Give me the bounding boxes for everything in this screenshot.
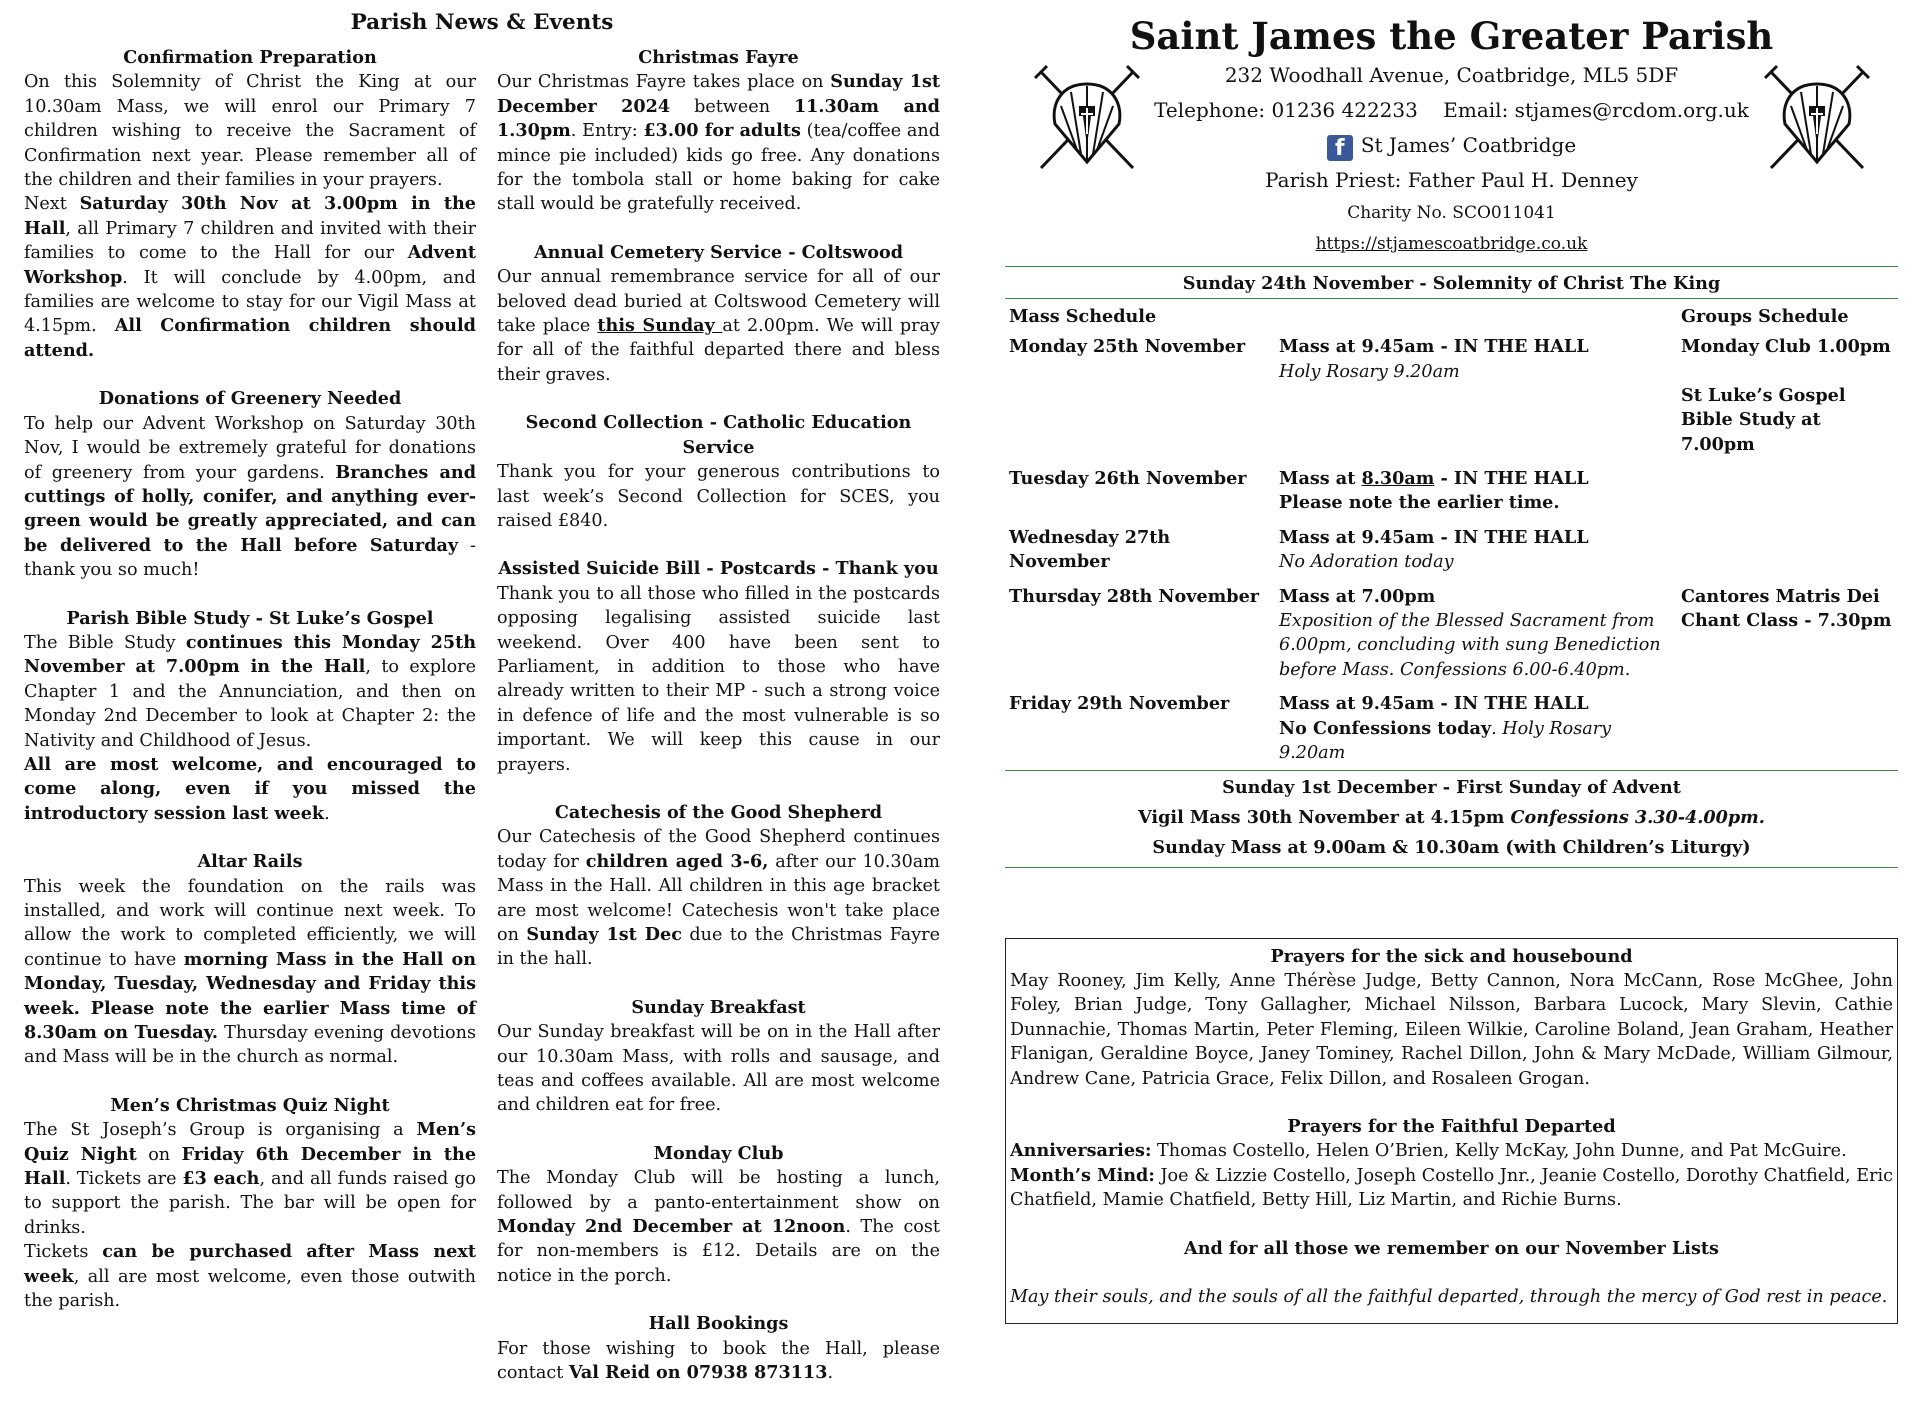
crest-right-icon	[1763, 64, 1871, 176]
parish-priest: Parish Priest: Father Paul H. Denney	[1265, 168, 1638, 192]
article-altar-rails	[24, 850, 476, 1070]
facebook-icon: f	[1327, 135, 1353, 161]
article-title: Annual Cemetery Service - Coltswood	[533, 241, 904, 263]
departed-title: Prayers for the Faithful Departed	[1287, 1115, 1616, 1137]
sunday-title: Sunday 24th November - Solemnity of Christ The King	[1182, 273, 1721, 294]
article-sunday-breakfast	[497, 996, 940, 1118]
article-donations-of-greenery-needed	[24, 387, 476, 582]
advent-title: Sunday 1st December - First Sunday of Advent	[1222, 776, 1681, 798]
sick-names: May Rooney, Jim Kelly, Anne Thérèse Judge, Betty Cannon, Nora McCann, Rose McGhee, John Foley, Brian Judge, Tony Gallagher, Michael Nilsson, Barbara Lucock, Mary Slevin, Cathie Dunnachie, Thomas Martin, Peter Fleming, Eileen Wilkie, Caroline Boland, Jean Graham, Heather Flanigan, Geraldine Boyce, Janey Tominey, Rachel Dillon, John & Mary McDade, William Gilmour, Andrew Cane, Patricia Grace, Felix Dillon, and Rosaleen Grogan.	[1010, 970, 1893, 1089]
article-hall-bookings	[497, 1312, 940, 1385]
schedule-row: Wednesday 27th November Mass at 9.45am - IN THE HALL No Adoration today	[1009, 526, 1589, 573]
article-title: Second Collection - Catholic Education Service	[525, 412, 912, 458]
facebook-name: St James’ Coatbridge	[1360, 133, 1577, 157]
article-title: Altar Rails	[197, 851, 303, 873]
article-catechesis-of-the-good-shepherd	[497, 801, 940, 972]
article-paragraph: All are most welcome, and encouraged to come along, even if you missed the introductory session last week.	[24, 753, 476, 824]
article-title: Donations of Greenery Needed	[98, 388, 402, 410]
article-paragraph: Our annual remembrance service for all of our beloved dead buried at Coltswood Cemetery will take place this Sunday at 2.00pm. We will pray for all of the faithful departed there and bless their graves.	[497, 267, 940, 385]
article-paragraph: To help our Advent Workshop on Saturday 30th Nov, I would be extremely grateful for donations of greenery from your gardens. Branches and cuttings of holly, conifer, and anything ever-green would be greatly appreciated, and can be delivered to the Hall before Saturday - thank you so much!	[24, 413, 476, 581]
article-paragraph: The St Joseph’s Group is organising a Men’s Quiz Night on Friday 6th December in the Hall. Tickets are £3 each, and all funds raised go to support the parish. The bar will be open for drinks.	[24, 1119, 477, 1238]
mass-schedule-header: Mass Schedule	[1009, 306, 1157, 327]
news-column-left	[24, 46, 476, 1338]
parish-email[interactable]: Email: stjames@rcdom.org.uk	[1443, 98, 1749, 122]
parish-telephone: Telephone: 01236 422233	[1154, 98, 1418, 122]
article-christmas-fayre	[497, 46, 940, 217]
article-paragraph: On this Solemnity of Christ the King at our 10.30am Mass, we will enrol our Primary 7 children wishing to receive the Sacrament of Confirmation next year. Please remember all of the children and their families in your prayers.	[24, 72, 476, 191]
article-assisted-suicide-bill-postcards-thank-you	[497, 557, 940, 777]
article-title: Catechesis of the Good Shepherd	[554, 801, 883, 823]
article-paragraph: For those wishing to book the Hall, please contact Val Reid on 07938 873113.	[497, 1338, 940, 1384]
prayers-box	[1005, 938, 1898, 1325]
article-paragraph: The Monday Club will be hosting a lunch, followed by a panto-entertainment show on Monday 2nd December at 12noon. The cost for non-members is £12. Details are on the notice in the porch.	[497, 1168, 940, 1286]
parish-address: 232 Woodhall Avenue, Coatbridge, ML5 5DF	[1224, 63, 1679, 87]
schedule-row: Thursday 28th November Mass at 7.00pm Exposition of the Blessed Sacrament from 6.00pm, concluding with sung Benediction before Mass. Confessions 6.00-6.40pm. Cantores Matris Dei Chant Class - 7.30pm	[1009, 585, 1892, 680]
months-mind: Month’s Mind: Joe & Lizzie Costello, Joseph Costello Jnr., Jeanie Costello, Dorothy Chatfield, Eric Chatfield, Mamie Chatfield, Betty Hill, Liz Martin, and Richie Burns.	[1010, 1164, 1893, 1211]
charity-number: Charity No. SCO011041	[1347, 203, 1556, 223]
article-title: Men’s Christmas Quiz Night	[110, 1094, 390, 1116]
news-column-middle	[497, 46, 940, 1410]
november-lists: And for all those we remember on our November Lists	[1184, 1237, 1719, 1259]
schedule-row: Tuesday 26th November Mass at 8.30am - IN THE HALL Please note the earlier time.	[1009, 468, 1589, 514]
article-paragraph: Next Saturday 30th Nov at 3.00pm in the Hall, all Primary 7 children and invited with their families to come to the Hall for our Advent Workshop. It will conclude by 4.00pm, and families are welcome to stay for our Vigil Mass at 4.15pm. All Confirmation children should attend.	[24, 193, 476, 361]
article-paragraph: Our Christmas Fayre takes place on Sunday 1st December 2024 between 11.30am and 1.30pm. Entry: £3.00 for adults (tea/coffee and mince pie included) kids go free. Any donations for the tombola stall or home baking for cake stall would be gratefully received.	[497, 71, 940, 215]
sick-title: Prayers for the sick and housebound	[1270, 945, 1633, 967]
parish-column	[1005, 10, 1898, 1324]
mass-schedule-table	[1005, 299, 1898, 766]
article-title: Parish Bible Study - St Luke’s Gospel	[66, 607, 434, 629]
article-paragraph: Our Catechesis of the Good Shepherd continues today for children aged 3-6, after our 10.30am Mass in the Hall. All children in this age bracket are most welcome! Catechesis won't take place on Sunday 1st Dec due to the Christmas Fayre in the hall.	[497, 827, 940, 970]
article-paragraph: Tickets can be purchased after Mass next week, all are most welcome, even those outwith the parish.	[24, 1241, 476, 1312]
anniversaries: Anniversaries: Thomas Costello, Helen O’Brien, Kelly McKay, John Dunne, and Pat McGuire.	[1010, 1140, 1847, 1162]
article-paragraph: This week the foundation on the rails was installed, and work will continue next week. To allow the work to completed efficiently, we will continue to have morning Mass in the Hall on Monday, Tuesday, Wednesday and Friday this week. Please note the earlier Mass time of 8.30am on Tuesday. Thursday evening devotions and Mass will be in the church as normal.	[24, 876, 476, 1068]
article-annual-cemetery-service-coltswood	[497, 241, 940, 387]
article-second-collection-catholic-education-service	[497, 411, 940, 533]
advent-notice	[1005, 771, 1898, 867]
parish-title: Saint James the Greater Parish	[1129, 14, 1774, 58]
groups-schedule-header: Groups Schedule	[1681, 306, 1849, 327]
article-parish-bible-study-st-luke-s-gospel	[24, 607, 476, 827]
schedule-row: Friday 29th November Mass at 9.45am - IN THE HALL No Confessions today. Holy Rosary 9.20am	[1009, 693, 1612, 764]
article-confirmation-preparation	[24, 46, 476, 363]
article-title: Confirmation Preparation	[123, 47, 377, 68]
article-title: Hall Bookings	[648, 1313, 789, 1335]
sunday-mass: Sunday Mass at 9.00am & 10.30am (with Children’s Liturgy)	[1152, 836, 1751, 858]
article-title: Sunday Breakfast	[631, 996, 806, 1018]
schedule-row: Monday 25th November Mass at 9.45am - IN THE HALL Holy Rosary 9.20am Monday Club 1.00pm St Luke’s Gospel Bible Study at 7.00pm	[1009, 336, 1891, 455]
article-paragraph: Thank you for your generous contributions to last week’s Second Collection for SCES, you raised £840.	[497, 462, 940, 531]
article-paragraph: The Bible Study continues this Monday 25th November at 7.00pm in the Hall, to explore Chapter 1 and the Annunciation, and then on Monday 2nd December to look at Chapter 2: the Nativity and Childhood of Jesus.	[24, 631, 476, 751]
article-title: Assisted Suicide Bill - Postcards - Thank you	[498, 558, 939, 580]
article-paragraph: Thank you to all those who filled in the postcards opposing legalising assisted suicide last weekend. Over 400 have been sent to Parliament, in addition to those who have already written to their MP - such a strong voice in defence of life and the most vulnerable is so important. We will keep this cause in our prayers.	[497, 583, 940, 775]
article-men-s-christmas-quiz-night	[24, 1094, 476, 1314]
vigil-mass: Vigil Mass 30th November at 4.15pm Confessions 3.30-4.00pm.	[1138, 806, 1765, 828]
article-paragraph: Our Sunday breakfast will be on in the Hall after our 10.30am Mass, with rolls and sausage, and teas and coffees available. All are most welcome and children eat for free.	[497, 1022, 940, 1116]
article-monday-club	[497, 1142, 940, 1288]
page-heading: Parish News & Events	[350, 10, 614, 35]
article-title: Monday Club	[653, 1142, 784, 1164]
article-title: Christmas Fayre	[638, 47, 799, 68]
parish-website-link[interactable]: https://stjamescoatbridge.co.uk	[1315, 234, 1588, 254]
crest-left-icon	[1033, 64, 1141, 176]
closing-prayer: May their souls, and the souls of all the faithful departed, through the mercy of God rest in peace.	[1010, 1286, 1888, 1307]
